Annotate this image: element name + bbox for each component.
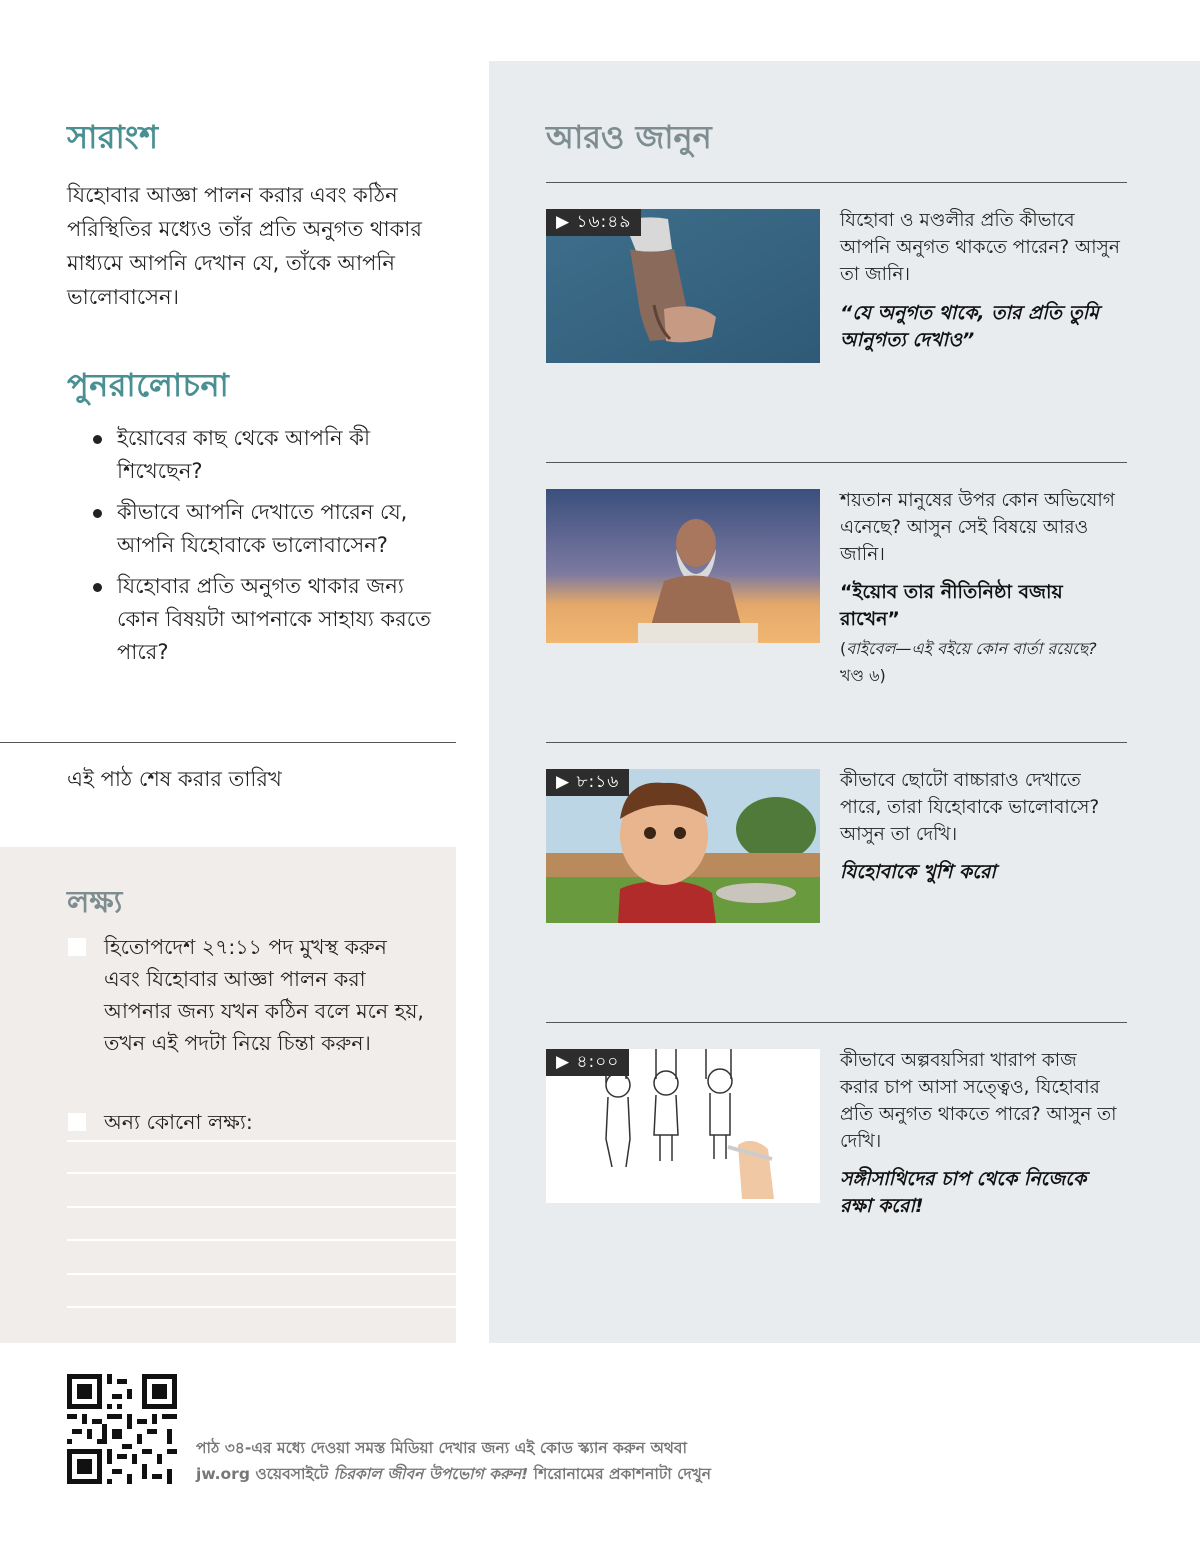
video-thumbnail[interactable] xyxy=(546,1049,820,1203)
video-reference xyxy=(840,635,1120,689)
video-divider xyxy=(546,1022,1127,1023)
goal-writing-line[interactable] xyxy=(67,1172,456,1174)
goal-writing-line[interactable] xyxy=(67,1239,456,1241)
reference-volume: খণ্ড ৬) xyxy=(840,666,886,685)
job-sitting-image xyxy=(546,489,820,643)
video-description: শয়তান মানুষের উপর কোন অভিযোগ এনেছে? আসুন সেই বিষয়ে আরও জানি। xyxy=(840,490,1115,565)
video-description: যিহোবা ও মণ্ডলীর প্রতি কীভাবে আপনি অনুগত থাকতে পারেন? আসুন তা জানি। xyxy=(840,210,1120,285)
footer-note xyxy=(196,1435,1096,1487)
video-thumbnail[interactable] xyxy=(546,209,820,363)
completion-date-label: এই পাঠ শেষ করার তারিখ xyxy=(67,767,282,791)
goal-writing-line[interactable] xyxy=(67,1306,456,1308)
video-title-link[interactable]: সঙ্গীসাথিদের চাপ থেকে নিজেকে রক্ষা করো! xyxy=(840,1168,1087,1217)
video-divider xyxy=(546,182,1127,183)
video-duration: ▶ ৮:১৬ xyxy=(546,769,629,796)
review-question: যিহোবার প্রতি অনুগত থাকার জন্য কোন বিষয়টা আপনাকে সাহায্য করতে পারে? xyxy=(67,570,437,669)
goal-writing-line[interactable] xyxy=(67,1206,456,1208)
video-divider xyxy=(546,462,1127,463)
footer-line-1: পাঠ ৩৪-এর মধ্যে দেওয়া সমস্ত মিডিয়া দেখার জন্য এই কোড স্ক্যান করুন অথবা xyxy=(196,1439,688,1457)
review-question: ইয়োবের কাছ থেকে আপনি কী শিখেছেন? xyxy=(67,422,437,488)
video-thumbnail[interactable] xyxy=(546,489,820,643)
summary-heading: সারাংশ xyxy=(67,118,159,156)
qr-code-icon xyxy=(67,1374,177,1484)
video-title-link[interactable]: যিহোবাকে খুশি করো xyxy=(840,861,996,883)
video-title-link[interactable]: “ইয়োব তার নীতিনিষ্ঠা বজায় রাখেন” xyxy=(840,581,1063,630)
goal-checkbox-other[interactable] xyxy=(68,1113,86,1131)
video-description: কীভাবে ছোটো বাচ্চারাও দেখাতে পারে, তারা যিহোবাকে ভালোবাসে? আসুন তা দেখি। xyxy=(840,770,1100,845)
learn-more-heading: আরও জানুন xyxy=(546,118,712,156)
goal-writing-line[interactable] xyxy=(67,1273,456,1275)
footer-line-2-prefix: jw.org ওয়েবসাইটে xyxy=(196,1465,334,1483)
video-divider xyxy=(546,742,1127,743)
goal-writing-line[interactable] xyxy=(67,1140,456,1142)
goals-heading: লক্ষ্য xyxy=(67,885,123,920)
video-duration: ▶ ১৬:৪৯ xyxy=(546,209,641,236)
review-question: কীভাবে আপনি দেখাতে পারেন যে, আপনি যিহোবাকে ভালোবাসেন? xyxy=(67,496,437,562)
video-description: কীভাবে অল্পবয়সিরা খারাপ কাজ করার চাপ আসা সত্ত্বেও, যিহোবার প্রতি অনুগত থাকতে পারে? আসুন তা দেখি। xyxy=(840,1050,1117,1152)
footer-line-2-suffix: শিরোনামের প্রকাশনাটা দেখুন xyxy=(528,1465,712,1483)
goal-checkbox[interactable] xyxy=(68,938,86,956)
completion-divider xyxy=(0,742,456,743)
video-duration: ▶ ৪:০০ xyxy=(546,1049,629,1076)
reference-book-title: বাইবেল—এই বইয়ে কোন বার্তা রয়েছে? xyxy=(846,639,1097,658)
qr-code[interactable] xyxy=(67,1374,177,1484)
goal-text-other: অন্য কোনো লক্ষ্য: xyxy=(104,1110,253,1134)
reference-open: ( xyxy=(840,639,847,658)
video-thumbnail[interactable] xyxy=(546,769,820,923)
summary-text: যিহোবার আজ্ঞা পালন করার এবং কঠিন পরিস্থিতির মধ্যেও তাঁর প্রতি অনুগত থাকার মাধ্যমে আপনি দেখান যে, তাঁকে আপনি ভালোবাসেন। xyxy=(67,183,422,309)
review-heading: পুনরালোচনা xyxy=(67,366,230,404)
video-title-link[interactable]: “যে অনুগত থাকে, তার প্রতি তুমি আনুগত্য দেখাও” xyxy=(840,302,1099,351)
goal-text: হিতোপদেশ ২৭:১১ পদ মুখস্থ করুন এবং যিহোবার আজ্ঞা পালন করা আপনার জন্য যখন কঠিন বলে মনে হয়, তখন এই পদটা নিয়ে চিন্তা করুন। xyxy=(104,935,424,1055)
review-list xyxy=(67,422,437,677)
footer-line-2 xyxy=(196,1461,1096,1487)
publication-title: চিরকাল জীবন উপভোগ করুন! xyxy=(333,1465,529,1483)
